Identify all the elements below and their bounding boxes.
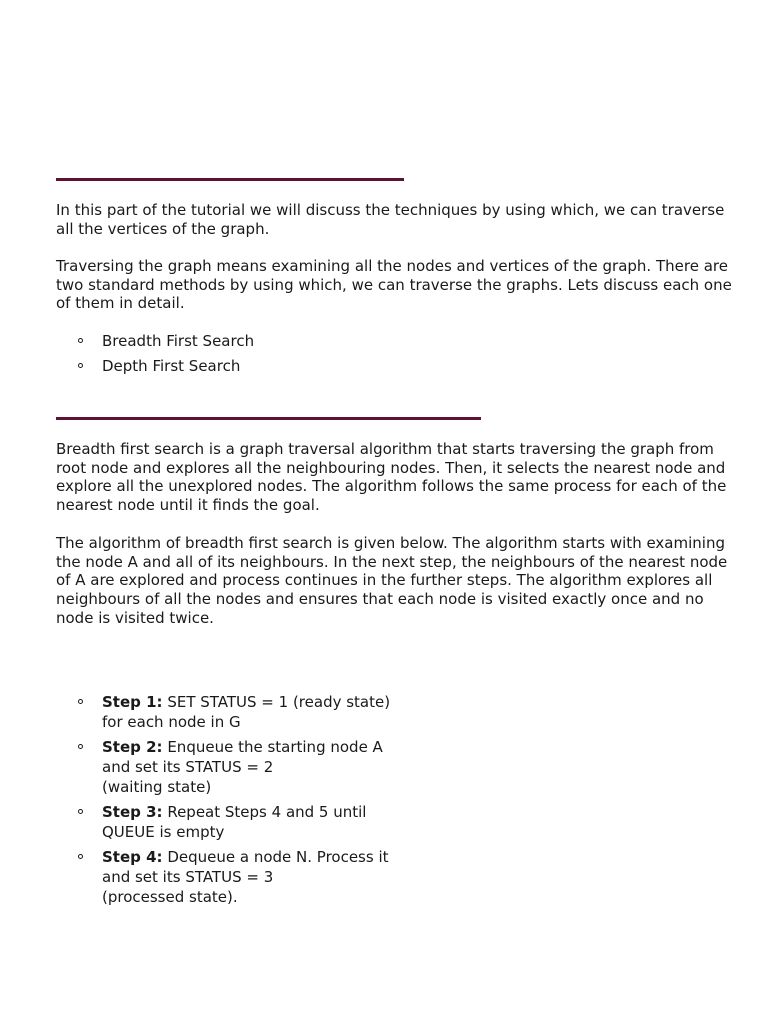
- step-text: and set its STATUS = 2: [102, 758, 274, 776]
- bfs-paragraph-2: The algorithm of breadth first search is given below. The algorithm starts with examining the node A and all of its neighbours. In the next step, the neighbours of the nearest node of A are explored and process continues in the further steps. The algorithm explores all neighbours of all the nodes and ensures that each node is visited exactly once and no node is visited twice.: [56, 534, 728, 627]
- circle-bullet-icon: [78, 699, 83, 704]
- section-divider-intro: [56, 178, 404, 181]
- traversal-methods-list: [56, 331, 254, 381]
- step-item: [56, 692, 416, 732]
- method-label: Breadth First Search: [102, 332, 255, 350]
- intro-paragraph-2: Traversing the graph means examining all the nodes and vertices of the graph. There are two standard methods by using which, we can traverse the graphs. Lets discuss each one of them in detail.: [56, 257, 732, 313]
- bfs-paragraph-1: Breadth first search is a graph traversal algorithm that starts traversing the graph from root node and explores all the neighbouring nodes. Then, it selects the nearest node and explore all the unexplored nodes. The algorithm follows the same process for each of the nearest node until it finds the goal.: [56, 440, 727, 515]
- step-item: [56, 802, 416, 842]
- step-label: Step 1:: [102, 693, 163, 711]
- step-item: [56, 847, 416, 907]
- step-text: Enqueue the starting node A: [167, 738, 383, 756]
- list-item: [56, 356, 254, 376]
- step-text: QUEUE is empty: [102, 823, 225, 841]
- step-text: for each node in G: [102, 713, 241, 731]
- section-divider-bfs: [56, 417, 481, 420]
- circle-bullet-icon: [78, 338, 83, 343]
- step-text: Repeat Steps 4 and 5 until: [167, 803, 367, 821]
- circle-bullet-icon: [78, 809, 83, 814]
- circle-bullet-icon: [78, 363, 83, 368]
- bfs-algorithm-steps: [56, 692, 416, 912]
- step-label: Step 4:: [102, 848, 163, 866]
- method-label: Depth First Search: [102, 357, 241, 375]
- list-item: [56, 331, 254, 351]
- intro-paragraph-1: In this part of the tutorial we will discuss the techniques by using which, we can traverse all the vertices of the graph.: [56, 201, 725, 238]
- step-text: (processed state).: [102, 888, 238, 906]
- step-item: [56, 737, 416, 797]
- step-label: Step 2:: [102, 738, 163, 756]
- step-text: Dequeue a node N. Process it: [167, 848, 389, 866]
- step-text: SET STATUS = 1 (ready state): [167, 693, 391, 711]
- step-label: Step 3:: [102, 803, 163, 821]
- step-text: and set its STATUS = 3: [102, 868, 274, 886]
- step-text: (waiting state): [102, 778, 212, 796]
- circle-bullet-icon: [78, 744, 83, 749]
- circle-bullet-icon: [78, 854, 83, 859]
